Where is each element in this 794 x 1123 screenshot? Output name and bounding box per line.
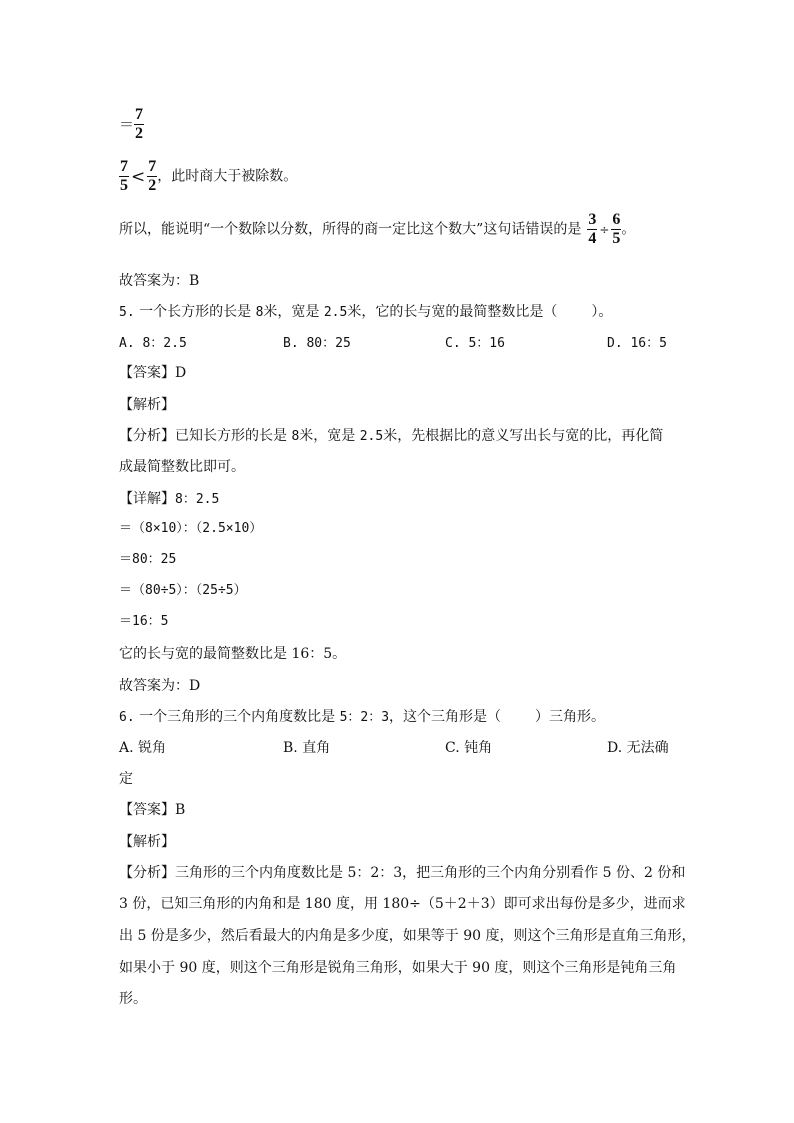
q5-option-b: B. 80：25 [283, 336, 351, 351]
q5-fenxi-width: 2.5 [359, 429, 384, 444]
q6-option-c: C. 钝角 [445, 740, 493, 756]
q5-option-a: A. 8：2.5 [119, 336, 187, 351]
fraction-7-5: $\frac{7}{5}$ [120, 158, 128, 194]
fraction-6-5: $\frac{6}{5}$ [612, 211, 621, 247]
q5-answer: 【答案】D [119, 365, 187, 381]
q5-stem [119, 302, 612, 323]
q5-fenxi-a: 【分析】已知长方形的长是 [119, 428, 287, 444]
fraction-7-2-compare: $\frac{7}{2}$ [148, 158, 157, 194]
q5-number: 5. [119, 305, 135, 320]
q5-stem-e: 米，它的长与宽的最简整数比是（ [347, 304, 558, 320]
q6-option-d: D. 无法确 [607, 740, 669, 756]
q5-option-d: D. 16：5 [607, 336, 667, 351]
q5-step-3: ＝（80÷5）：（25÷5） [119, 583, 247, 598]
q5-final: 故答案为：D [119, 678, 201, 694]
q6-fenxi-line2: 3 份，已知三角形的内角和是 180 度，用 180÷（5＋2＋3）即可求出每份是多少，进而求 [119, 896, 686, 912]
conclusion-end: 。 [621, 221, 636, 238]
less-than-sign: < [131, 166, 146, 187]
fraction-7-2: $\frac{7}{2}$ [135, 106, 144, 142]
q5-stem-length: 8 [255, 305, 264, 320]
q6-option-d-wrap: 定 [119, 771, 133, 787]
q6-fenxi-line3: 出 5 份是多少，然后看最大的内角是多少度，如果等于 90 度，则这个三角形是直角三角形， [119, 928, 696, 944]
q5-step-1: ＝（8×10）：（2.5×10） [119, 521, 263, 536]
q5-stem-width: 2.5 [323, 305, 348, 320]
q6-stem-a: 一个三角形的三个内角度数比是 [139, 709, 336, 725]
q6-stem-d: ）三角形。 [535, 709, 606, 725]
q6-number: 6. [119, 710, 135, 725]
prev-answer-text: 故答案为：B [119, 273, 200, 289]
q6-fenxi-line5: 形。 [119, 991, 147, 1007]
q5-analysis-label: 【解析】 [119, 397, 175, 413]
q5-fenxi-line1 [119, 426, 663, 447]
q5-stem-a: 一个长方形的长是 [139, 304, 252, 320]
q6-analysis-label: 【解析】 [119, 834, 175, 850]
q5-stem-c: 米，宽是 [263, 304, 320, 320]
q6-stem-c: ，这个三角形是（ [389, 709, 502, 725]
q6-stem-ratio: 5：2：3 [339, 710, 390, 725]
comparison-text: ，此时商大于被除数。 [157, 168, 298, 185]
divide-sign: ÷ [599, 222, 610, 237]
q6-option-b: B. 直角 [283, 740, 331, 756]
q5-detail-label: 【详解】 [119, 491, 175, 507]
q5-step-4: ＝16：5 [119, 614, 169, 629]
conclusion-text: 所以，能说明“一个数除以分数，所得的商一定比这个数大”这句话错误的是 [119, 221, 582, 238]
prev-answer-line [119, 271, 199, 291]
q5-detail-line [119, 489, 219, 510]
conclusion-line [119, 211, 635, 248]
fraction-3-4: $\frac{3}{4}$ [588, 211, 597, 247]
q5-fenxi-length: 8 [291, 429, 300, 444]
q5-stem-f: ）。 [591, 304, 613, 320]
q6-answer: 【答案】B [119, 802, 186, 818]
eq-sign: ＝ [119, 115, 135, 134]
q5-option-c: C. 5：16 [445, 336, 505, 351]
eq-line [119, 106, 144, 143]
q6-fenxi-line1: 【分析】三角形的三个内角度数比是 5：2：3，把三角形的三个内角分别看作 5 份、2 份和 [119, 865, 686, 881]
q6-stem [119, 707, 605, 728]
q5-detail-first: 8：2.5 [175, 492, 220, 507]
q5-result: 它的长与宽的最简整数比是 16：5。 [119, 646, 347, 662]
q6-fenxi-line4: 如果小于 90 度，则这个三角形是锐角三角形，如果大于 90 度，则这个三角形是钝角三角 [119, 960, 677, 976]
q5-fenxi-c: 米，宽是 [299, 428, 356, 444]
q5-fenxi-e: 米，先根据比的意义写出长与宽的比，再化简 [383, 428, 664, 444]
q5-fenxi-line2: 成最简整数比即可。 [119, 459, 245, 475]
q6-option-a: A. 锐角 [119, 740, 167, 756]
comparison-line [119, 158, 297, 195]
q5-step-2: ＝80：25 [119, 552, 177, 567]
